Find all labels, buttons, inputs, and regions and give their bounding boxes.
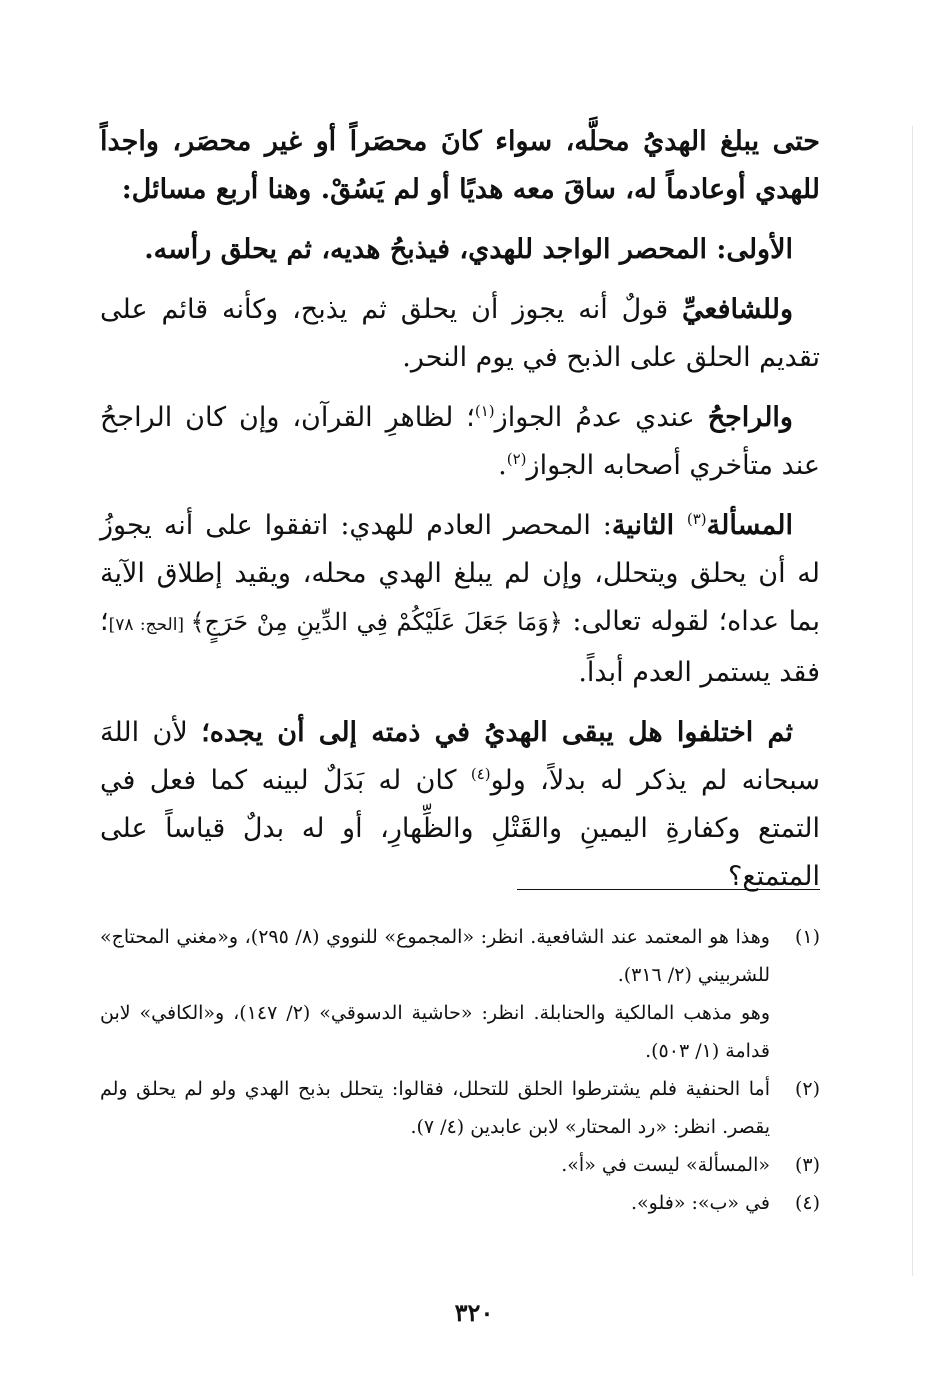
main-text xyxy=(100,118,820,913)
footnote-1-continuation: وهو مذهب المالكية والحنابلة. انظر: «حاشية الدسوقي» (٢/ ١٤٧)، و«الكافي» لابن قدامة (١/ ٥٠٣). xyxy=(100,1002,771,1062)
footnote-number: (١) xyxy=(794,926,820,948)
footnote-text: أما الحنفية فلم يشترطوا الحلق للتحلل، فقالوا: يتحلل بذبح الهدي ولو لم يحلق ولم يقصر. انظر: «رد المحتار» لابن عابدين (٤/ ٧). xyxy=(100,1078,770,1138)
footnote-2 xyxy=(100,1070,820,1146)
paragraph-2-text: الأولى: المحصر الواجد للهدي، فيذبحُ هديه، ثم يحلق رأسه. xyxy=(144,234,793,265)
paragraph-5-lead: المسألة xyxy=(706,510,793,541)
quran-verse: ﴿وَمَا جَعَلَ عَلَيْكُمْ فِي الدِّينِ مِنْ حَرَجٍ﴾ xyxy=(190,608,563,636)
footnote-text: «المسألة» ليست في «أ». xyxy=(561,1154,770,1176)
paragraph-3 xyxy=(100,286,820,382)
verse-citation: [الحج: ٧٨] xyxy=(108,615,191,635)
paragraph-3-lead: وللشافعيِّ xyxy=(682,294,793,325)
paragraph-6-text-a: لأن اللهَ سبحانه لم يذكر له بدلاً، ولو xyxy=(100,717,820,796)
footnote-4 xyxy=(100,1184,820,1222)
footnote-ref-2: (٢) xyxy=(506,450,527,468)
paragraph-1-text: حتى يبلغ الهديُ محلَّه، سواء كانَ محصَراً أو غير محصَر، واجداً للهدي أوعادماً له، ساقَ معه هديًا أو لم يَسُقْ. وهنا أربع مسائل: xyxy=(100,126,820,205)
paragraph-6-lead: ثم اختلفوا هل يبقى الهديُ في ذمته إلى أن يجده؛ xyxy=(201,717,793,748)
footnote-ref-4: (٤) xyxy=(470,765,491,783)
paragraph-5-text-a: : المحصر العادم للهدي: اتفقوا على أنه يجوزُ له أن يحلق ويتحلل، وإن لم يبلغ الهدي محله، ويقيد إطلاق الآية بما عداه؛ لقوله تعالى: xyxy=(100,510,820,637)
footnote-separator xyxy=(517,889,820,890)
footnotes xyxy=(100,918,820,1222)
paragraph-4 xyxy=(100,394,820,490)
paragraph-5 xyxy=(100,502,820,697)
paragraph-5-bold: الثانية xyxy=(611,510,687,541)
paragraph-6-text-b: كان له بَدَلٌ لبينه كما فعل في التمتع وكفارةِ اليمينِ والقَتْلِ والظِّهارِ، أو له بدلٌ قياساً على المتمتع؟ xyxy=(100,765,820,892)
paragraph-6 xyxy=(100,709,820,901)
paragraph-4-text-a: عندي عدمُ الجواز xyxy=(494,402,708,433)
footnote-number: (٣) xyxy=(794,1154,820,1176)
page-number: ٣٢٠ xyxy=(454,1298,494,1327)
footnote-ref-3: (٣) xyxy=(686,510,707,528)
paragraph-4-lead: والراجحُ xyxy=(707,402,793,433)
footnote-number: (٢) xyxy=(794,1078,820,1100)
footnote-number: (٤) xyxy=(794,1192,820,1214)
footnote-3 xyxy=(100,1146,820,1184)
footnote-text: في «ب»: «فلو». xyxy=(630,1192,770,1214)
footnote-1 xyxy=(100,918,820,994)
paragraph-4-text-c: . xyxy=(498,450,507,481)
paragraph-5-text-b: ؛ فقد يستمر العدم أبداً. xyxy=(100,606,820,688)
paragraph-1 xyxy=(100,118,820,214)
paragraph-3-text: قولٌ أنه يجوز أن يحلق ثم يذبح، وكأنه قائم على تقديم الحلق على الذبح في يوم النحر. xyxy=(100,294,820,373)
paragraph-4-text-b: ؛ لظاهرِ القرآن، وإن كان الراجحُ عند متأخري أصحابه الجواز xyxy=(100,402,820,481)
scan-margin-line xyxy=(912,126,913,1276)
footnote-text: وهذا هو المعتمد عند الشافعية. انظر: «المجموع» للنووي (٨/ ٢٩٥)، و«مغني المحتاج» للشربيني (٢/ ٣١٦). xyxy=(100,926,770,986)
paragraph-2 xyxy=(100,226,820,274)
footnote-ref-1: (١) xyxy=(474,402,495,420)
